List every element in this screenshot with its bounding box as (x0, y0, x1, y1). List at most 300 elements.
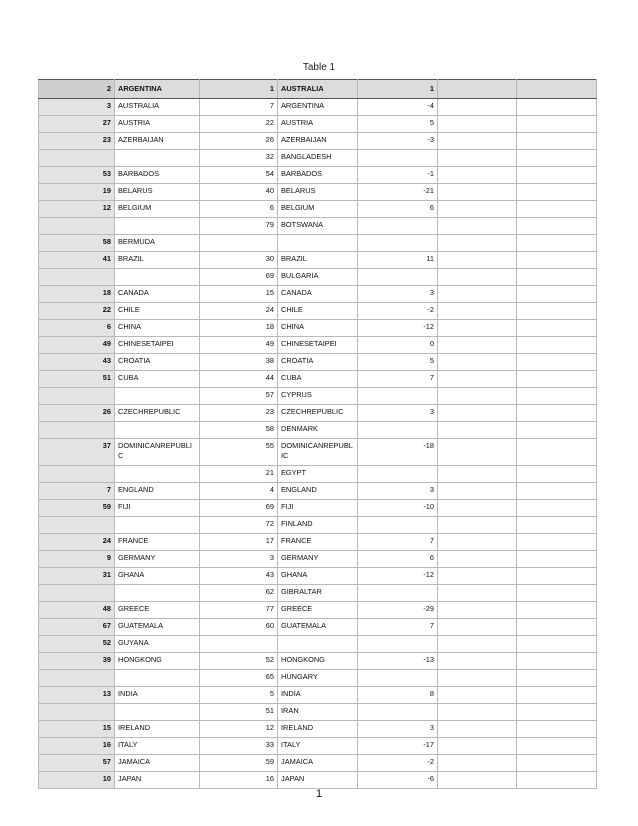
table-row (39, 303, 597, 320)
table-row (39, 517, 597, 534)
table-cell: 58 (39, 235, 115, 252)
table-cell (438, 371, 517, 388)
table-cell (39, 670, 115, 687)
table-cell: IRELAND (115, 721, 200, 738)
table-cell: 21 (200, 466, 278, 483)
table-cell: 3 (358, 405, 438, 422)
table-cell: 16 (39, 738, 115, 755)
table-cell (39, 517, 115, 534)
table-cell: GHANA (278, 568, 358, 585)
table-cell: 32 (200, 150, 278, 167)
table-cell (438, 772, 517, 789)
table-cell (438, 201, 517, 218)
table-cell: GERMANY (115, 551, 200, 568)
table-cell (358, 269, 438, 286)
table-cell: 31 (39, 568, 115, 585)
table-cell: 22 (200, 116, 278, 133)
table-cell: 1 (358, 80, 438, 99)
table-cell: BELGIUM (278, 201, 358, 218)
table-cell (39, 466, 115, 483)
table-row (39, 704, 597, 721)
table-cell: -2 (358, 303, 438, 320)
table-cell (438, 184, 517, 201)
table-cell: 16 (200, 772, 278, 789)
table-cell (115, 388, 200, 405)
table-cell: 54 (200, 167, 278, 184)
table-cell: IRAN (278, 704, 358, 721)
table-cell: -13 (358, 653, 438, 670)
table-cell: -12 (358, 568, 438, 585)
table-cell (278, 235, 358, 252)
table-row (39, 337, 597, 354)
table-cell: 77 (200, 602, 278, 619)
table-cell: 1 (200, 80, 278, 99)
table-row (39, 568, 597, 585)
table-cell: 57 (200, 388, 278, 405)
table-cell (278, 636, 358, 653)
table-cell: 17 (200, 534, 278, 551)
table-cell: 10 (39, 772, 115, 789)
table-cell (39, 422, 115, 439)
table-cell: AUSTRIA (115, 116, 200, 133)
table-cell: 24 (39, 534, 115, 551)
table-cell (438, 738, 517, 755)
table-cell: HONGKONG (278, 653, 358, 670)
table-row (39, 602, 597, 619)
table-cell (517, 636, 597, 653)
table-cell: FRANCE (115, 534, 200, 551)
table-cell (200, 235, 278, 252)
table-cell (438, 619, 517, 636)
table-cell: 23 (200, 405, 278, 422)
table-cell (438, 585, 517, 602)
table-row (39, 235, 597, 252)
table-cell: 58 (200, 422, 278, 439)
table-cell (115, 150, 200, 167)
table-cell: DENMARK (278, 422, 358, 439)
table-cell: 15 (39, 721, 115, 738)
table-cell: 44 (200, 371, 278, 388)
table-cell: 72 (200, 517, 278, 534)
table-row (39, 772, 597, 789)
table-cell (517, 116, 597, 133)
table-cell: 6 (358, 551, 438, 568)
table-cell: BOTSWANA (278, 218, 358, 235)
table-row (39, 551, 597, 568)
table-cell: 22 (39, 303, 115, 320)
table-cell: CZECHREPUBLIC (278, 405, 358, 422)
table-cell: GIBRALTAR (278, 585, 358, 602)
table-cell (438, 235, 517, 252)
table-cell: 79 (200, 218, 278, 235)
table-cell: CROATIA (278, 354, 358, 371)
table-cell: 3 (358, 286, 438, 303)
table-cell (438, 755, 517, 772)
table-cell (438, 687, 517, 704)
table-row (39, 585, 597, 602)
table-cell: BELGIUM (115, 201, 200, 218)
table-cell: 38 (200, 354, 278, 371)
table-cell: 59 (200, 755, 278, 772)
table-cell: AZERBAIJAN (115, 133, 200, 150)
table-cell: DOMINICANREPUBLIC (278, 439, 358, 466)
table-cell: 33 (200, 738, 278, 755)
table-cell (517, 201, 597, 218)
table-cell: -17 (358, 738, 438, 755)
table-cell: 52 (200, 653, 278, 670)
table-cell (438, 388, 517, 405)
table-cell (115, 517, 200, 534)
table-cell: GUATEMALA (115, 619, 200, 636)
table-cell (517, 483, 597, 500)
table-cell: 57 (39, 755, 115, 772)
table-cell: 7 (358, 534, 438, 551)
table-cell: GUATEMALA (278, 619, 358, 636)
table-cell: 4 (200, 483, 278, 500)
table-cell: 13 (39, 687, 115, 704)
table-row (39, 500, 597, 517)
table-cell: 55 (200, 439, 278, 466)
table-cell: BARBADOS (115, 167, 200, 184)
table-cell: 23 (39, 133, 115, 150)
table-cell: 24 (200, 303, 278, 320)
table-cell (517, 721, 597, 738)
table-cell: DOMINICANREPUBLIC (115, 439, 200, 466)
table-cell: 3 (39, 99, 115, 116)
table-cell: 3 (200, 551, 278, 568)
table-cell (438, 218, 517, 235)
table-cell: 18 (200, 320, 278, 337)
table-cell: ITALY (115, 738, 200, 755)
table-cell: 12 (39, 201, 115, 218)
table-cell: CUBA (115, 371, 200, 388)
table-cell (517, 167, 597, 184)
table-row (39, 184, 597, 201)
table-cell: 7 (358, 619, 438, 636)
table-cell (438, 269, 517, 286)
table-cell: BELARUS (278, 184, 358, 201)
table-row (39, 388, 597, 405)
table-cell (517, 602, 597, 619)
table-cell (438, 534, 517, 551)
table-cell (438, 167, 517, 184)
table-cell: -2 (358, 755, 438, 772)
table-cell: 6 (200, 201, 278, 218)
table-cell (115, 585, 200, 602)
table-cell (358, 670, 438, 687)
table-cell: AZERBAIJAN (278, 133, 358, 150)
table-cell: 15 (200, 286, 278, 303)
table-cell (517, 133, 597, 150)
table-cell: JAPAN (115, 772, 200, 789)
table-row (39, 269, 597, 286)
table-cell (438, 721, 517, 738)
table-cell (517, 466, 597, 483)
table-cell (517, 439, 597, 466)
table-cell (438, 439, 517, 466)
table-cell (517, 738, 597, 755)
table-cell (438, 320, 517, 337)
table-cell: 6 (39, 320, 115, 337)
table-cell: 59 (39, 500, 115, 517)
table-cell: 65 (200, 670, 278, 687)
table-row (39, 670, 597, 687)
table-cell (358, 466, 438, 483)
table-cell (517, 184, 597, 201)
table-cell: CHINA (115, 320, 200, 337)
table-cell: AUSTRALIA (278, 80, 358, 99)
table-cell (517, 619, 597, 636)
table-cell (438, 286, 517, 303)
table-cell: CROATIA (115, 354, 200, 371)
table-cell: CYPRUS (278, 388, 358, 405)
table-cell: JAPAN (278, 772, 358, 789)
table-cell: INDIA (278, 687, 358, 704)
table-cell (517, 422, 597, 439)
table-cell: GHANA (115, 568, 200, 585)
table-cell: 41 (39, 252, 115, 269)
table-cell (39, 150, 115, 167)
table-cell (517, 517, 597, 534)
table-cell: ENGLAND (278, 483, 358, 500)
table-cell (438, 116, 517, 133)
table-cell: FRANCE (278, 534, 358, 551)
table-cell: 60 (200, 619, 278, 636)
table-cell (438, 670, 517, 687)
table-cell (517, 405, 597, 422)
data-table (38, 79, 597, 789)
table-cell (39, 388, 115, 405)
table-cell (517, 755, 597, 772)
table-cell (39, 704, 115, 721)
table-cell: GREECE (115, 602, 200, 619)
table-cell: 51 (39, 371, 115, 388)
table-row (39, 721, 597, 738)
table-cell (438, 500, 517, 517)
table-cell: 49 (39, 337, 115, 354)
table-cell: 52 (39, 636, 115, 653)
table-cell: INDIA (115, 687, 200, 704)
table-cell: 3 (358, 483, 438, 500)
table-cell (438, 602, 517, 619)
table-caption: Table 1 (302, 62, 336, 73)
table-cell (517, 303, 597, 320)
table-cell: CHINESETAIPEI (115, 337, 200, 354)
table-cell: FINLAND (278, 517, 358, 534)
table-cell: -21 (358, 184, 438, 201)
table-cell: AUSTRIA (278, 116, 358, 133)
table-row (39, 422, 597, 439)
table-cell: -12 (358, 320, 438, 337)
table-cell: ENGLAND (115, 483, 200, 500)
table-cell: -10 (358, 500, 438, 517)
table-row (39, 405, 597, 422)
table-row (39, 534, 597, 551)
table-row (39, 354, 597, 371)
table-cell: 11 (358, 252, 438, 269)
table-cell: CHINA (278, 320, 358, 337)
table-cell: 5 (358, 354, 438, 371)
table-row (39, 619, 597, 636)
table-cell (517, 772, 597, 789)
table-row (39, 636, 597, 653)
table-cell (517, 80, 597, 99)
table-cell: 2 (39, 80, 115, 99)
table-cell: 51 (200, 704, 278, 721)
table-cell: -6 (358, 772, 438, 789)
table-cell: 26 (39, 405, 115, 422)
table-cell: -29 (358, 602, 438, 619)
table-cell: ARGENTINA (278, 99, 358, 116)
table-row (39, 133, 597, 150)
table-cell: HONGKONG (115, 653, 200, 670)
page-number: 1 (315, 788, 323, 800)
table-cell: BRAZIL (115, 252, 200, 269)
table-cell: 27 (39, 116, 115, 133)
table-cell (517, 687, 597, 704)
table-cell: GUYANA (115, 636, 200, 653)
table-cell (438, 636, 517, 653)
table-cell: FIJI (115, 500, 200, 517)
table-cell: 69 (200, 269, 278, 286)
table-cell (358, 218, 438, 235)
table-cell: 48 (39, 602, 115, 619)
table-cell: GREECE (278, 602, 358, 619)
table-row (39, 687, 597, 704)
table-cell: BARBADOS (278, 167, 358, 184)
table-cell: 9 (39, 551, 115, 568)
table-cell: 19 (39, 184, 115, 201)
table-cell (200, 636, 278, 653)
table-row (39, 286, 597, 303)
table-cell: CZECHREPUBLIC (115, 405, 200, 422)
table-row (39, 252, 597, 269)
table-row (39, 201, 597, 218)
table-cell (115, 422, 200, 439)
table-cell (517, 354, 597, 371)
table-cell: 67 (39, 619, 115, 636)
table-cell: EGYPT (278, 466, 358, 483)
table-cell (517, 670, 597, 687)
table-cell: 69 (200, 500, 278, 517)
table-cell (39, 218, 115, 235)
table-cell: ARGENTINA (115, 80, 200, 99)
table-cell (517, 704, 597, 721)
table-cell: CUBA (278, 371, 358, 388)
table-cell (39, 585, 115, 602)
table-cell (517, 371, 597, 388)
table-cell (115, 466, 200, 483)
table-cell (115, 670, 200, 687)
table-cell (115, 704, 200, 721)
table-cell (438, 704, 517, 721)
table-cell: 0 (358, 337, 438, 354)
table-cell: 5 (358, 116, 438, 133)
table-cell (358, 704, 438, 721)
table-cell: 5 (200, 687, 278, 704)
table-row (39, 320, 597, 337)
table-cell (517, 150, 597, 167)
table-cell: CANADA (115, 286, 200, 303)
table-cell (517, 320, 597, 337)
table-cell (438, 551, 517, 568)
table-cell: 12 (200, 721, 278, 738)
table-cell (115, 218, 200, 235)
table-cell (358, 585, 438, 602)
table-cell (438, 80, 517, 99)
table-cell (438, 99, 517, 116)
table-cell: CHILE (278, 303, 358, 320)
table-cell (517, 218, 597, 235)
table-cell: -18 (358, 439, 438, 466)
table-cell: -3 (358, 133, 438, 150)
table-cell (438, 517, 517, 534)
table-cell (438, 133, 517, 150)
table-cell: 7 (39, 483, 115, 500)
table-cell: AUSTRALIA (115, 99, 200, 116)
table-cell (438, 303, 517, 320)
table-cell (517, 99, 597, 116)
table-row (39, 371, 597, 388)
table-row (39, 167, 597, 184)
table-row (39, 150, 597, 167)
table-cell (358, 150, 438, 167)
table-cell (517, 235, 597, 252)
table-row (39, 466, 597, 483)
table-cell (438, 337, 517, 354)
table-cell (517, 534, 597, 551)
table-cell (358, 517, 438, 534)
table-cell: CHILE (115, 303, 200, 320)
table-cell (517, 252, 597, 269)
table-cell: 39 (39, 653, 115, 670)
table-cell (517, 388, 597, 405)
table-cell (438, 568, 517, 585)
table-row (39, 116, 597, 133)
table-cell: -1 (358, 167, 438, 184)
table-cell: 62 (200, 585, 278, 602)
table-cell (517, 568, 597, 585)
table-cell: BULGARIA (278, 269, 358, 286)
table-cell: CHINESETAIPEI (278, 337, 358, 354)
table-cell (438, 252, 517, 269)
table-cell: 18 (39, 286, 115, 303)
table-cell (438, 405, 517, 422)
table-cell: JAMAICA (115, 755, 200, 772)
table-cell: 7 (200, 99, 278, 116)
table-cell: 3 (358, 721, 438, 738)
table-cell (517, 337, 597, 354)
table-cell (438, 653, 517, 670)
table-cell (517, 269, 597, 286)
table-row (39, 439, 597, 466)
table-cell (517, 653, 597, 670)
table-cell: -4 (358, 99, 438, 116)
table-cell: ITALY (278, 738, 358, 755)
table-row (39, 653, 597, 670)
table-cell (115, 269, 200, 286)
table-cell: BANGLADESH (278, 150, 358, 167)
table-cell (438, 483, 517, 500)
table-cell (358, 422, 438, 439)
table-row (39, 755, 597, 772)
table-cell: 49 (200, 337, 278, 354)
table-cell: 26 (200, 133, 278, 150)
table-cell: JAMAICA (278, 755, 358, 772)
table-cell (517, 551, 597, 568)
table-row (39, 483, 597, 500)
table-cell: 43 (39, 354, 115, 371)
